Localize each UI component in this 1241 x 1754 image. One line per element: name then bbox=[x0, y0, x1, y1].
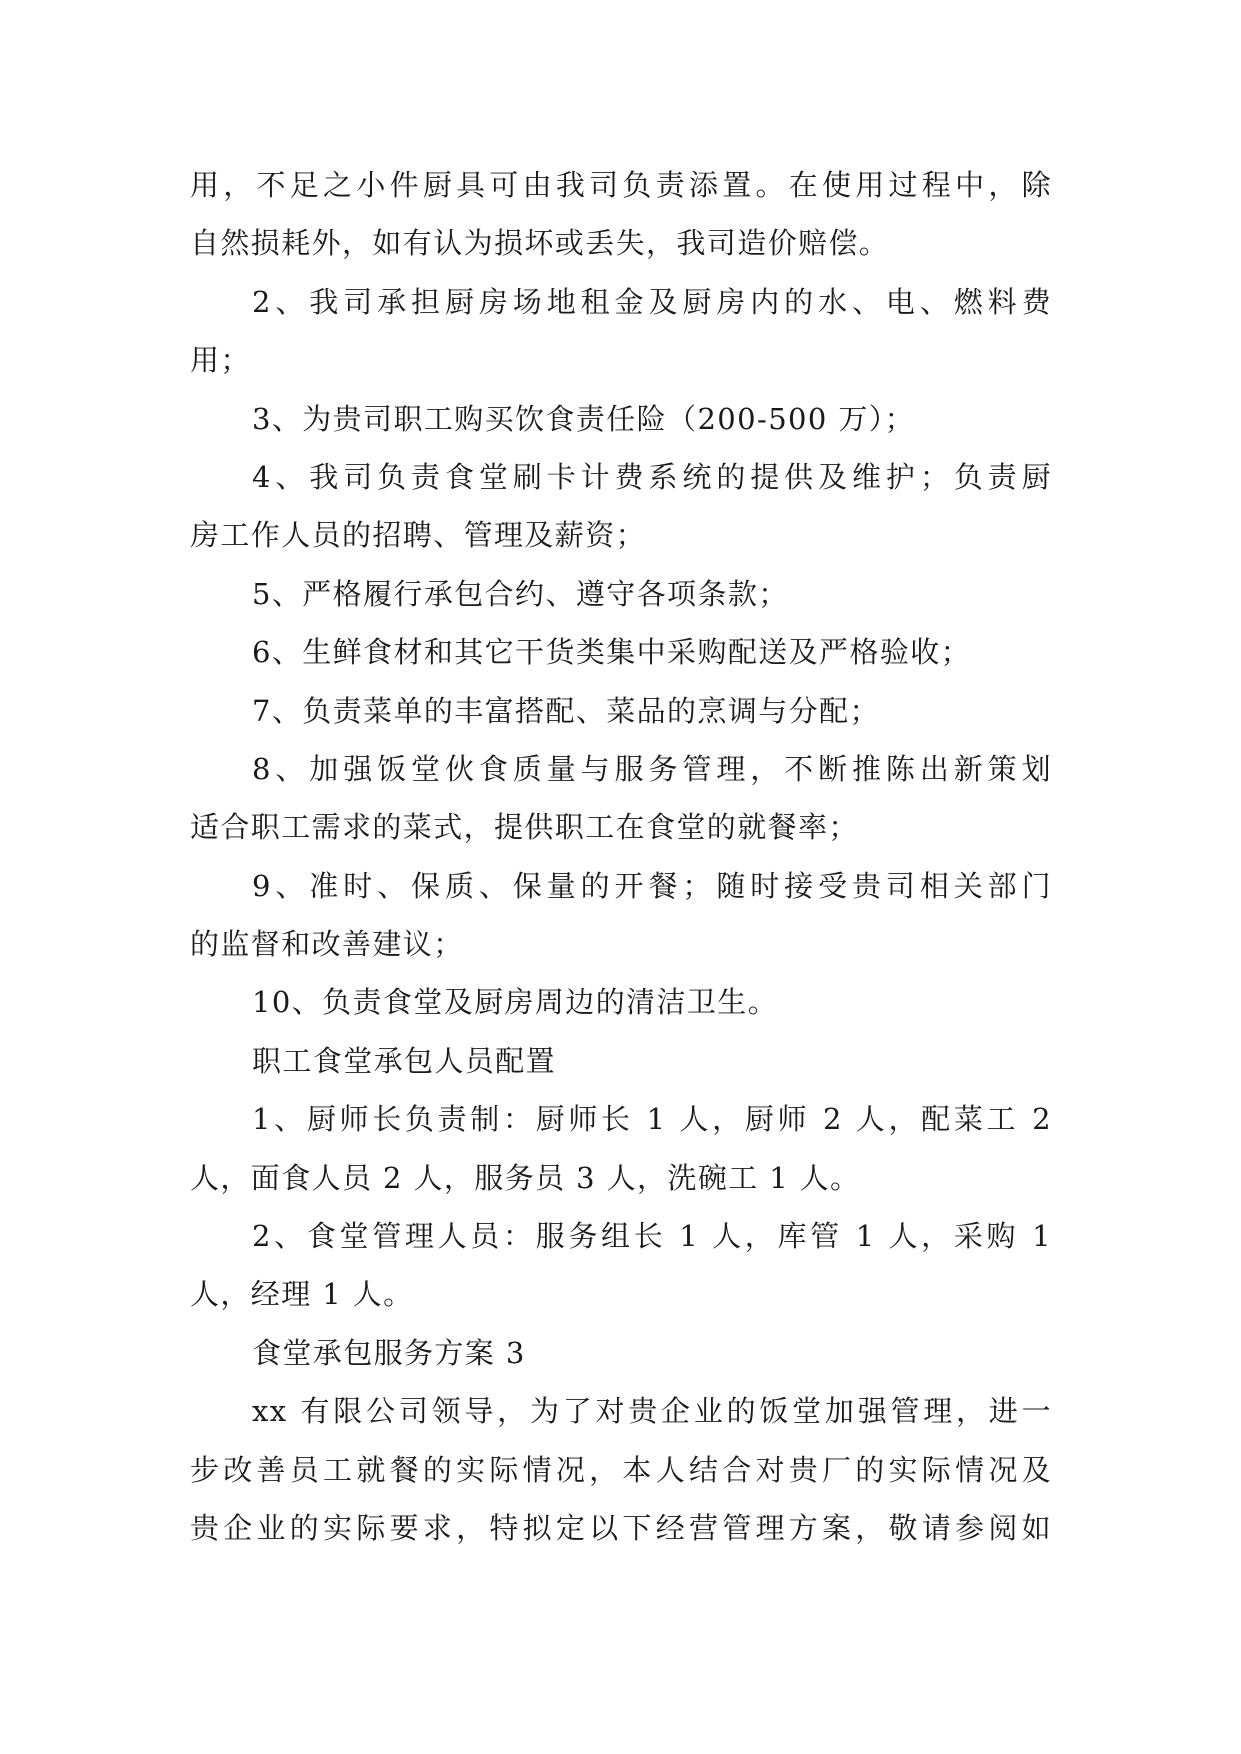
text-line: 适合职工需求的菜式，提供职工在食堂的就餐率； bbox=[190, 810, 859, 845]
paragraph bbox=[190, 1382, 1052, 1557]
text-line: 2、食堂管理人员：服务组长 1 人，库管 1 人，采购 1 bbox=[252, 1219, 1052, 1254]
paragraph bbox=[190, 156, 1052, 273]
text-line: 7、负责菜单的丰富搭配、菜品的烹调与分配； bbox=[252, 693, 880, 728]
text-line: xx 有限公司领导，为了对贵企业的饭堂加强管理，进一 bbox=[252, 1394, 1052, 1429]
text-line: 5、严格履行承包合约、遵守各项条款； bbox=[252, 576, 789, 611]
paragraph bbox=[190, 740, 1052, 857]
paragraph bbox=[190, 973, 1052, 1031]
section-heading bbox=[190, 1324, 1052, 1382]
text-line: 职工食堂承包人员配置 bbox=[252, 1043, 557, 1078]
document-body bbox=[190, 156, 1052, 1557]
text-line: 9、准时、保质、保量的开餐；随时接受贵司相关部门 bbox=[252, 868, 1052, 903]
paragraph bbox=[190, 623, 1052, 681]
paragraph bbox=[190, 857, 1052, 974]
paragraph bbox=[190, 682, 1052, 740]
text-line: 的监督和改善建议； bbox=[190, 927, 464, 962]
section-heading bbox=[190, 1032, 1052, 1090]
paragraph bbox=[190, 565, 1052, 623]
text-line: 食堂承包服务方案 3 bbox=[252, 1335, 526, 1370]
text-line: 10、负责食堂及厨房周边的清洁卫生。 bbox=[252, 985, 779, 1020]
text-line: 1、厨师长负责制：厨师长 1 人，厨师 2 人，配菜工 2 bbox=[252, 1102, 1052, 1137]
paragraph bbox=[190, 1090, 1052, 1207]
paragraph bbox=[190, 1207, 1052, 1324]
text-line: 2、我司承担厨房场地租金及厨房内的水、电、燃料费 bbox=[252, 284, 1052, 319]
text-line: 6、生鲜食材和其它干货类集中采购配送及严格验收； bbox=[252, 635, 972, 670]
text-line: 自然损耗外，如有认为损坏或丢失，我司造价赔偿。 bbox=[190, 226, 890, 261]
text-line: 房工作人员的招聘、管理及薪资； bbox=[190, 518, 647, 553]
paragraph bbox=[190, 273, 1052, 390]
text-line: 步改善员工就餐的实际情况，本人结合对贵厂的实际情况及 bbox=[190, 1452, 1052, 1487]
text-line: 用，不足之小件厨具可由我司负责添置。在使用过程中，除 bbox=[190, 168, 1052, 202]
text-line: 8、加强饭堂伙食质量与服务管理，不断推陈出新策划 bbox=[252, 751, 1052, 786]
text-line: 人，面食人员 2 人，服务员 3 人，洗碗工 1 人。 bbox=[190, 1160, 861, 1195]
text-line: 4、我司负责食堂刷卡计费系统的提供及维护；负责厨 bbox=[252, 459, 1052, 494]
paragraph bbox=[190, 448, 1052, 565]
text-line: 用； bbox=[190, 343, 251, 378]
paragraph bbox=[190, 390, 1052, 448]
text-line: 人，经理 1 人。 bbox=[190, 1277, 414, 1312]
text-line: 3、为贵司职工购买饮食责任险（200-500 万）； bbox=[252, 401, 916, 436]
text-line: 贵企业的实际要求，特拟定以下经营管理方案，敬请参阅如 bbox=[190, 1510, 1052, 1545]
